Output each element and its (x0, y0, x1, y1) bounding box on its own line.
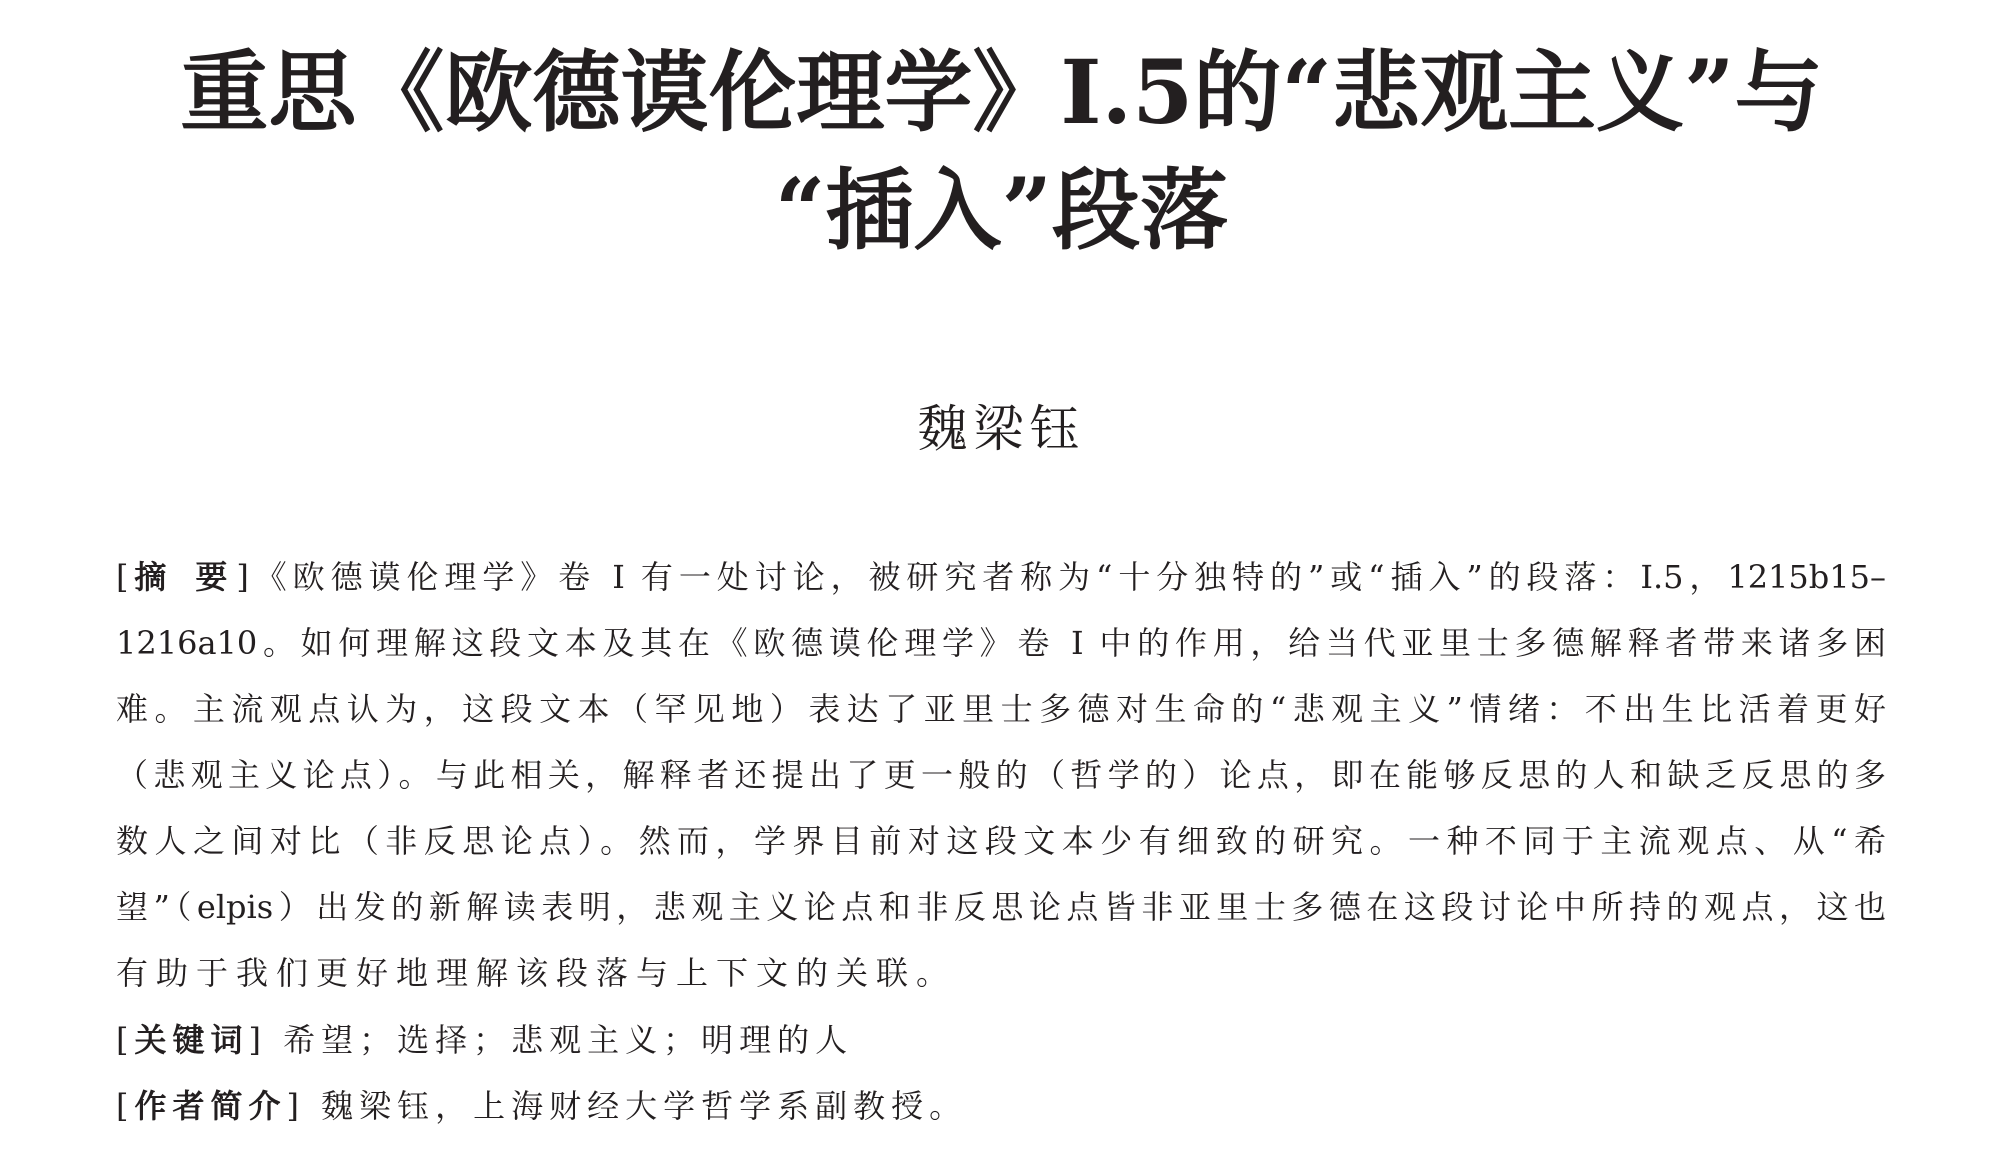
article-title-line-1: 重思《欧德谟伦理学》I.5的“悲观主义”与 (180, 40, 1823, 144)
keywords-line (116, 1021, 1886, 1059)
author-name: 魏梁钰 (917, 400, 1086, 458)
keywords-text: 希望；选择；悲观主义；明理的人 (283, 1021, 854, 1059)
abstract-line: （悲观主义论点）。与此相关，解释者还提出了更一般的（哲学的）论点，即在能够反思的人和缺乏反思的多 (116, 756, 1886, 794)
abstract-line: 望”（elpis）出发的新解读表明，悲观主义论点和非反思论点皆非亚里士多德在这段讨论中所持的观点，这也 (116, 888, 1886, 926)
abstract-line: 数人之间对比（非反思论点）。然而，学界目前对这段文本少有细致的研究。一种不同于主流观点、从“希 (116, 822, 1886, 860)
keywords-label-close-bracket: ] (248, 1021, 267, 1059)
abstract-line: 有助于我们更好地理解该段落与上下文的关联。 (116, 954, 957, 992)
abstract-line: 难。主流观点认为，这段文本（罕见地）表达了亚里士多德对生命的“悲观主义”情绪：不出生比活着更好 (116, 690, 1886, 728)
abstract-text: 《欧德谟伦理学》卷 I 有一处讨论，被研究者称为“十分独特的”或“插入”的段落：I.5，1215b15– (248, 558, 1886, 596)
keywords-label-open-bracket: [ (116, 1021, 135, 1059)
abstract-label-open-bracket: [ (116, 558, 129, 596)
author-bio-label-open-bracket: [ (116, 1087, 135, 1125)
keywords-label: 关键词 (134, 1021, 249, 1059)
article-title-line-2: “插入”段落 (774, 158, 1229, 262)
abstract-line: 1216a10。如何理解这段文本及其在《欧德谟伦理学》卷 I 中的作用，给当代亚里士多德解释者带来诸多困 (116, 624, 1886, 662)
author-bio-text: 魏梁钰，上海财经大学哲学系副教授。 (321, 1087, 968, 1125)
author-bio-line (116, 1087, 1886, 1125)
abstract-label-close-bracket: ] (236, 558, 249, 596)
author-bio-label: 作者简介 (134, 1087, 287, 1125)
abstract-label: 摘 要 (128, 558, 237, 596)
abstract-line (116, 558, 1886, 596)
author-bio-label-close-bracket: ] (286, 1087, 305, 1125)
